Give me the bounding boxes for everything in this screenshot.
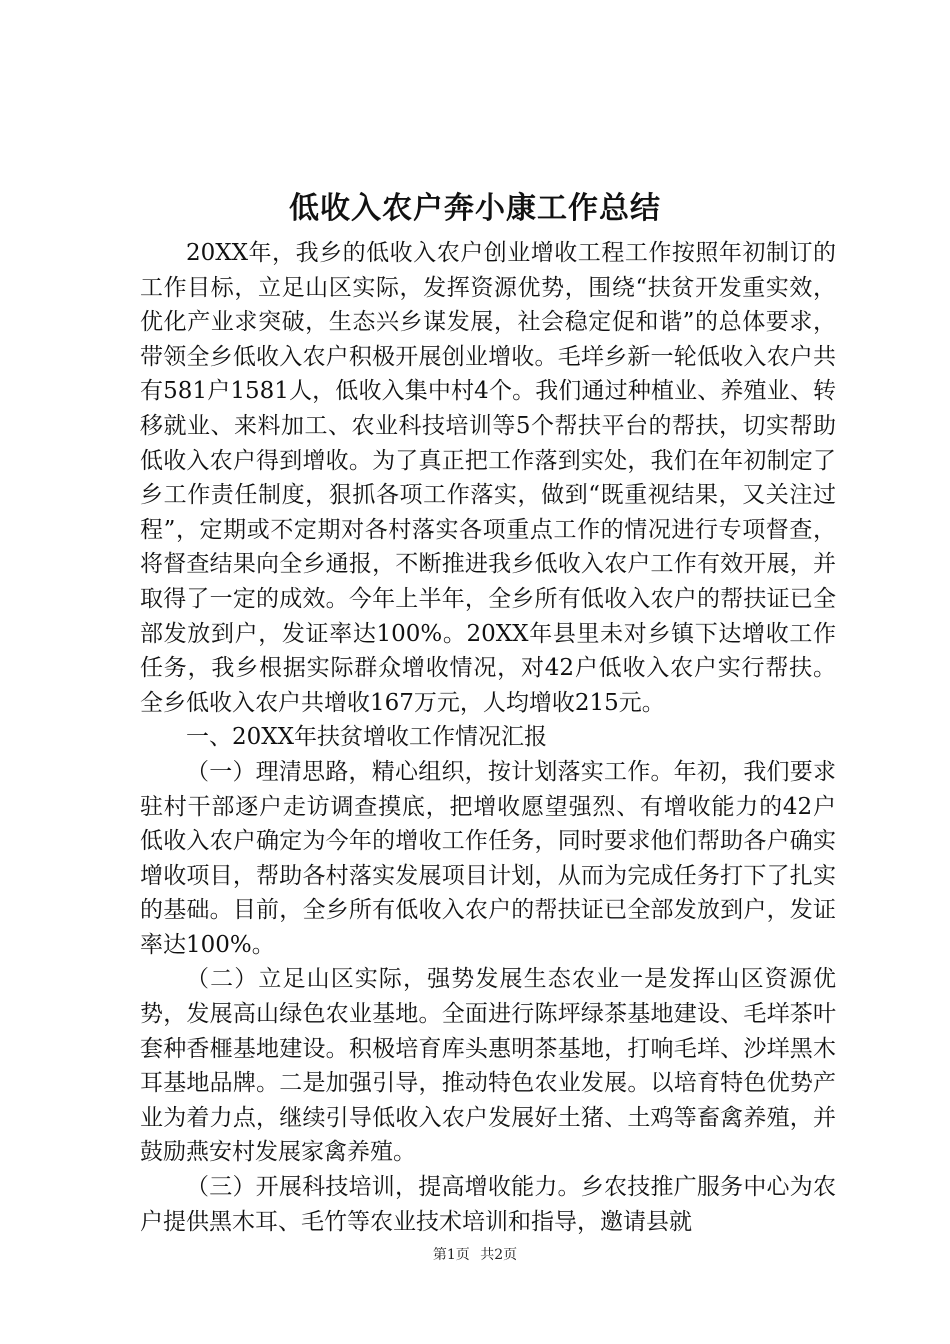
- document-body: [140, 236, 836, 1239]
- paragraph-intro: 20XX年，我乡的低收入农户创业增收工程工作按照年初制订的工作目标，立足山区实际，发挥资源优势，围绕“扶贫开发重实效，优化产业求突破，生态兴乡谋发展，社会稳定促和谐”的总体要求，带领全乡低收入农户积极开展创业增收。毛垟乡新一轮低收入农户共有581户1581人，低收入集中村4个。我们通过种植业、养殖业、转移就业、来料加工、农业科技培训等5个帮扶平台的帮扶，切实帮助低收入农户得到增收。为了真正把工作落到实处，我们在年初制定了乡工作责任制度，狠抓各项工作落实，做到“既重视结果，又关注过程”，定期或不定期对各村落实各项重点工作的情况进行专项督查，将督查结果向全乡通报，不断推进我乡低收入农户工作有效开展，并取得了一定的成效。今年上半年，全乡所有低收入农户的帮扶证已全部发放到户，发证率达100%。20XX年县里未对乡镇下达增收工作任务，我乡根据实际群众增收情况，对42户低收入农户实行帮扶。全乡低收入农户共增收167万元，人均增收215元。: [140, 240, 836, 716]
- page-footer: [0, 1245, 950, 1265]
- paragraph-item-2: （二）立足山区实际，强势发展生态农业一是发挥山区资源优势，发展高山绿色农业基地。全面进行陈坪绿茶基地建设、毛垟茶叶套种香榧基地建设。积极培育库头惠明茶基地，打响毛垟、沙垟黑木耳基地品牌。二是加强引导，推动特色农业发展。以培育特色优势产业为着力点，继续引导低收入农户发展好土猪、土鸡等畜禽养殖，并鼓励燕安村发展家禽养殖。: [140, 966, 836, 1166]
- section-heading: 一、20XX年扶贫增收工作情况汇报: [186, 724, 548, 751]
- document-title: 低收入农户奔小康工作总结: [289, 191, 661, 226]
- page-total: 共2页: [480, 1247, 518, 1263]
- paragraph-item-1: （一）理清思路，精心组织，按计划落实工作。年初，我们要求驻村干部逐户走访调查摸底，把增收愿望强烈、有增收能力的42户低收入农户确定为今年的增收工作任务，同时要求他们帮助各户确实增收项目，帮助各村落实发展项目计划，从而为完成任务打下了扎实的基础。目前，全乡所有低收入农户的帮扶证已全部发放到户，发证率达100%。: [140, 758, 836, 958]
- page-number: 第1页: [432, 1247, 470, 1263]
- paragraph-item-3: （三）开展科技培训，提高增收能力。乡农技推广服务中心为农户提供黑木耳、毛竹等农业技术培训和指导，邀请县就: [140, 1174, 836, 1235]
